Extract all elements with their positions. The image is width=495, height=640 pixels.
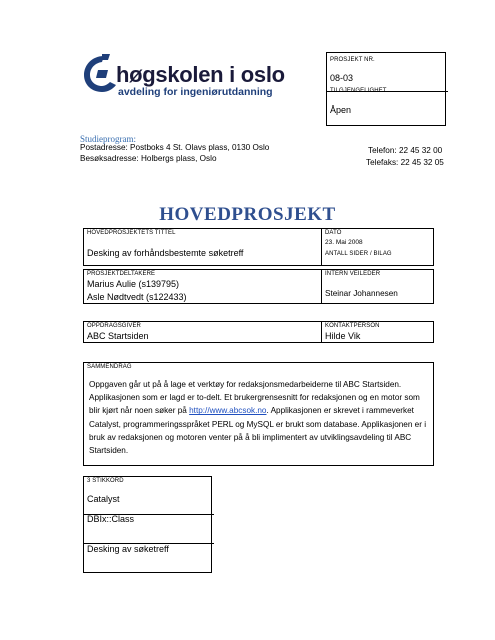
title-label: HOVEDPROSJEKTETS TITTEL [87, 230, 176, 236]
postal-address: Postadresse: Postboks 4 St. Olavs plass, 0130 Oslo [80, 143, 270, 152]
summary-text [89, 378, 427, 457]
participants-label: PROSJEKTDELTAKERE [87, 271, 156, 277]
contact-value: Hilde Vik [325, 331, 361, 341]
access-label: TILGJENGELIGHET [330, 88, 387, 94]
pages-label: ANTALL SIDER / BILAG [325, 251, 392, 257]
date-cell [321, 228, 434, 266]
logo-subtitle: avdeling for ingeniørutdanning [118, 86, 273, 98]
client-value: ABC Startsiden [87, 331, 149, 341]
page-title: HOVEDPROSJEKT [159, 204, 336, 225]
date-label: DATO [325, 230, 342, 236]
contact-label: KONTAKTPERSON [325, 323, 380, 329]
project-number-box [326, 52, 446, 126]
advisor-value: Steinar Johannesen [325, 289, 398, 298]
visiting-address: Besøksadresse: Holbergs plass, Oslo [80, 154, 217, 163]
keyword-3: Desking av søketreff [87, 544, 169, 554]
keyword-2: DBIx::Class [87, 514, 135, 524]
project-number-value: 08-03 [330, 73, 354, 83]
contact-cell [321, 321, 434, 343]
summary-label: SAMMENDRAG [87, 364, 132, 370]
project-number-label: PROSJEKT NR. [330, 57, 375, 63]
title-value: Desking av forhåndsbestemte søketreff [87, 248, 244, 258]
participant-1: Marius Aulie (s139795) [87, 279, 180, 289]
client-cell [83, 321, 322, 343]
college-logo-icon [80, 52, 120, 96]
summary-text-part-1: Oppgaven går ut på å lage et verktøy for redaksjonsmedarbeiderne til ABC Startsiden. Applikasjonen som er lagd er to-delt. Et brukergrensesnitt for redaksjonen og en motor som blir kjørt når noen søker på [89, 380, 420, 416]
phone: Telefon: 22 45 32 00 [368, 146, 443, 155]
logo-name: høgskolen i oslo [116, 62, 285, 87]
summary-box [83, 362, 434, 466]
participant-2: Asle Nødtvedt (s122433) [87, 292, 187, 302]
fax: Telefaks: 22 45 32 05 [366, 158, 444, 167]
advisor-cell [321, 269, 434, 304]
keywords-box [83, 476, 212, 573]
access-value: Åpen [330, 105, 352, 115]
date-value: 23. Mai 2008 [325, 239, 363, 246]
client-label: OPPDRAGSGIVER [87, 323, 141, 329]
summary-text-part-2: . Applikasjonen er skrevet i rammeverket Catalyst, programmeringsspråket PERL og MySQL er brukt som database. Applikasjonen er i bruk av redaksjonen og motoren venter på å bli implimentert av utviklingsavdeling til ABC Startsiden. [89, 406, 427, 456]
keywords-label: 3 STIKKORD [87, 478, 124, 484]
logo [80, 52, 285, 102]
abcsok-link[interactable]: http://www.abcsok.no [189, 406, 267, 416]
keyword-1: Catalyst [87, 494, 120, 504]
title-cell [83, 228, 322, 266]
studieprogram-label: Studieprogram: [80, 134, 136, 144]
advisor-label: INTERN VEILEDER [325, 271, 381, 277]
participants-cell [83, 269, 322, 304]
